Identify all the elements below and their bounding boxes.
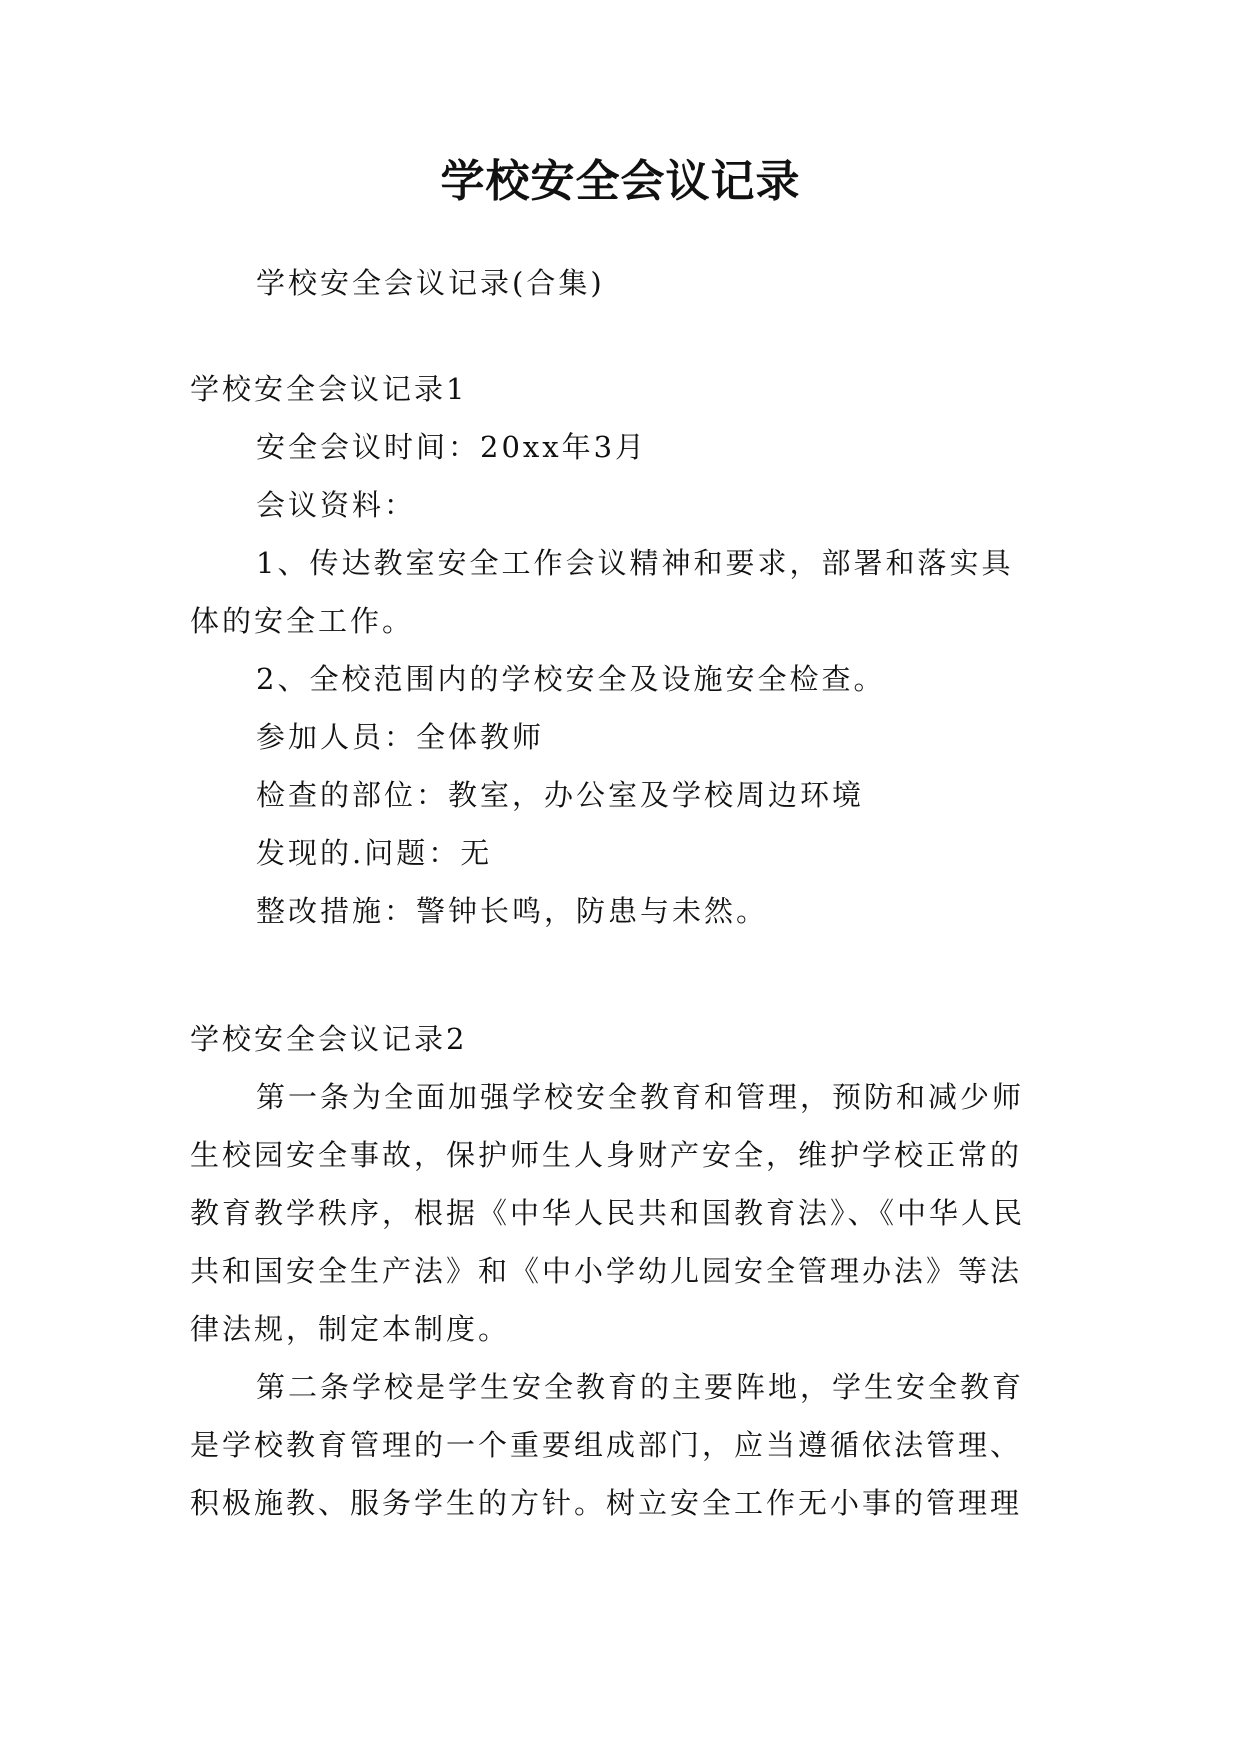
paragraph-line: 会议资料： [256, 488, 417, 522]
paragraph-line: 律法规，制定本制度。 [190, 1312, 511, 1346]
paragraph-line: 共和国安全生产法》和《中小学幼儿园安全管理办法》等法 [190, 1254, 1023, 1288]
paragraph-line: 体的安全工作。 [190, 604, 415, 638]
paragraph-line: 2、全校范围内的学校安全及设施安全检查。 [256, 662, 886, 696]
section-heading: 学校安全会议记录1 [190, 372, 468, 406]
paragraph-line: 第二条学校是学生安全教育的主要阵地，学生安全教育 [256, 1370, 1025, 1404]
paragraph-line: 第一条为全面加强学校安全教育和管理，预防和减少师 [256, 1080, 1025, 1114]
section-1 [190, 360, 1050, 940]
section-heading: 学校安全会议记录2 [190, 1022, 468, 1056]
paragraph-line: 整改措施：警钟长鸣，防患与未然。 [256, 894, 769, 928]
subtitle-block [190, 254, 1050, 312]
paragraph-line: 积极施教、服务学生的方针。树立安全工作无小事的管理理 [190, 1486, 1023, 1520]
paragraph-line: 参加人员：全体教师 [256, 720, 545, 754]
document-subtitle: 学校安全会议记录(合集) [256, 266, 605, 300]
paragraph-line: 检查的部位：教室，办公室及学校周边环境 [256, 778, 865, 812]
document-title: 学校安全会议记录 [440, 156, 801, 207]
section-2 [190, 1010, 1050, 1532]
paragraph-line: 安全会议时间：20xx年3月 [256, 430, 648, 464]
paragraph-line: 1、传达教室安全工作会议精神和要求，部署和落实具 [256, 546, 1014, 580]
paragraph-line: 生校园安全事故，保护师生人身财产安全，维护学校正常的 [190, 1138, 1023, 1172]
paragraph-line: 是学校教育管理的一个重要组成部门，应当遵循依法管理、 [190, 1428, 1023, 1462]
paragraph-line: 教育教学秩序，根据《中华人民共和国教育法》、《中华人民 [190, 1196, 1026, 1230]
paragraph-line: 发现的.问题：无 [256, 836, 493, 870]
